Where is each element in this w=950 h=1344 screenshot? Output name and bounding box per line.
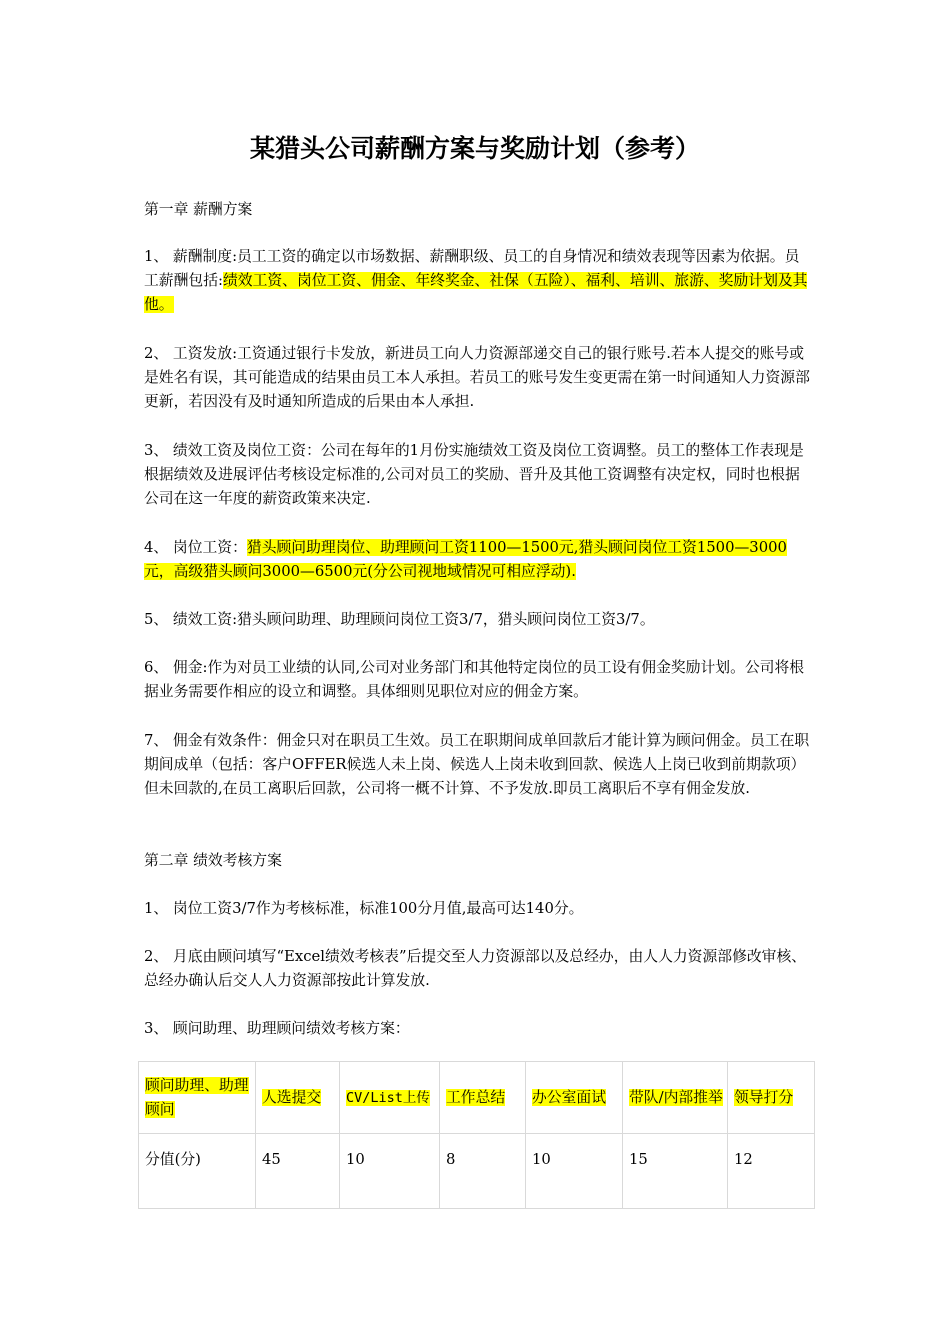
paragraph-4-text: 4、 岗位工资： bbox=[144, 539, 247, 556]
paragraph-4 bbox=[144, 536, 812, 584]
table-cell: 12 bbox=[728, 1134, 815, 1209]
table-cell: 45 bbox=[256, 1134, 340, 1209]
table-row bbox=[139, 1134, 815, 1209]
table-header-row bbox=[139, 1062, 815, 1134]
paragraph-3: 3、 绩效工资及岗位工资：公司在每年的1月份实施绩效工资及岗位工资调整。员工的整体工作表现是根据绩效及进展评估考核设定标准的,公司对员工的奖励、晋升及其他工资调整有决定权，同时也根据公司在这一年度的薪资政策来决定. bbox=[144, 442, 804, 507]
paragraph-1 bbox=[144, 245, 812, 317]
paragraph-1-highlight: 绩效工资、岗位工资、佣金、年终奖金、社保（五险）、福利、培训、旅游、奖励计划及其他。 bbox=[144, 272, 808, 313]
paragraph-5: 5、 绩效工资:猎头顾问助理、助理顾问岗位工资3/7，猎头顾问岗位工资3/7。 bbox=[144, 611, 655, 628]
table-header-cell: 领导打分 bbox=[728, 1062, 815, 1134]
paragraph-1-text: 1、 薪酬制度:员工工资的确定以市场数据、薪酬职级、员工的自身情况和绩效表现等因素为依据。员工薪酬包括: bbox=[144, 248, 800, 289]
table-header-cell: 办公室面试 bbox=[526, 1062, 623, 1134]
paragraph-4-highlight: 猎头顾问助理岗位、助理顾问工资1100—1500元,猎头顾问岗位工资1500—3000元，高级猎头顾问3000—6500元(分公司视地域情况可相应浮动). bbox=[144, 539, 787, 580]
chapter-2-heading: 第二章 绩效考核方案 bbox=[144, 852, 282, 869]
table-cell: 15 bbox=[623, 1134, 728, 1209]
paragraph-2: 2、 工资发放:工资通过银行卡发放，新进员工向人力资源部递交自己的银行账号.若本人提交的账号或是姓名有误，其可能造成的结果由员工本人承担。若员工的账号发生变更需在第一时间通知人力资源部更新，若因没有及时通知所造成的后果由本人承担. bbox=[144, 345, 810, 410]
table-header-cell: 工作总结 bbox=[440, 1062, 526, 1134]
table-row-label: 分值(分) bbox=[139, 1134, 256, 1209]
paragraph-2-1: 1、 岗位工资3/7作为考核标准，标准100分月值,最高可达140分。 bbox=[144, 900, 584, 917]
chapter-1-heading: 第一章 薪酬方案 bbox=[144, 201, 253, 218]
paragraph-6: 6、 佣金:作为对员工业绩的认同,公司对业务部门和其他特定岗位的员工设有佣金奖励计划。公司将根据业务需要作相应的设立和调整。具体细则见职位对应的佣金方案。 bbox=[144, 659, 805, 700]
table-cell: 10 bbox=[340, 1134, 440, 1209]
table-header-cell: 带队/内部推举 bbox=[623, 1062, 728, 1134]
table-cell: 10 bbox=[526, 1134, 623, 1209]
paragraph-7: 7、 佣金有效条件：佣金只对在职员工生效。员工在职期间成单回款后才能计算为顾问佣金。员工在职期间成单（包括：客户OFFER候选人未上岗、候选人上岗未收到回款、候选人上岗已收到前期款项）但未回款的,在员工离职后回款，公司将一概不计算、不予发放.即员工离职后不享有佣金发放. bbox=[144, 732, 810, 797]
table-header-cell: 顾问助理、助理顾问 bbox=[139, 1062, 256, 1134]
assessment-table bbox=[138, 1061, 815, 1209]
document-title: 某猎头公司薪酬方案与奖励计划（参考） bbox=[249, 134, 700, 163]
paragraph-2-2: 2、 月底由顾问填写“Excel绩效考核表”后提交至人力资源部以及总经办，由人人力资源部修改审核、总经办确认后交人人力资源部按此计算发放. bbox=[144, 948, 807, 989]
table-header-cell: CV/List上传 bbox=[340, 1062, 440, 1134]
paragraph-2-3: 3、 顾问助理、助理顾问绩效考核方案： bbox=[144, 1020, 410, 1037]
table-cell: 8 bbox=[440, 1134, 526, 1209]
table-header-cell: 人选提交 bbox=[256, 1062, 340, 1134]
